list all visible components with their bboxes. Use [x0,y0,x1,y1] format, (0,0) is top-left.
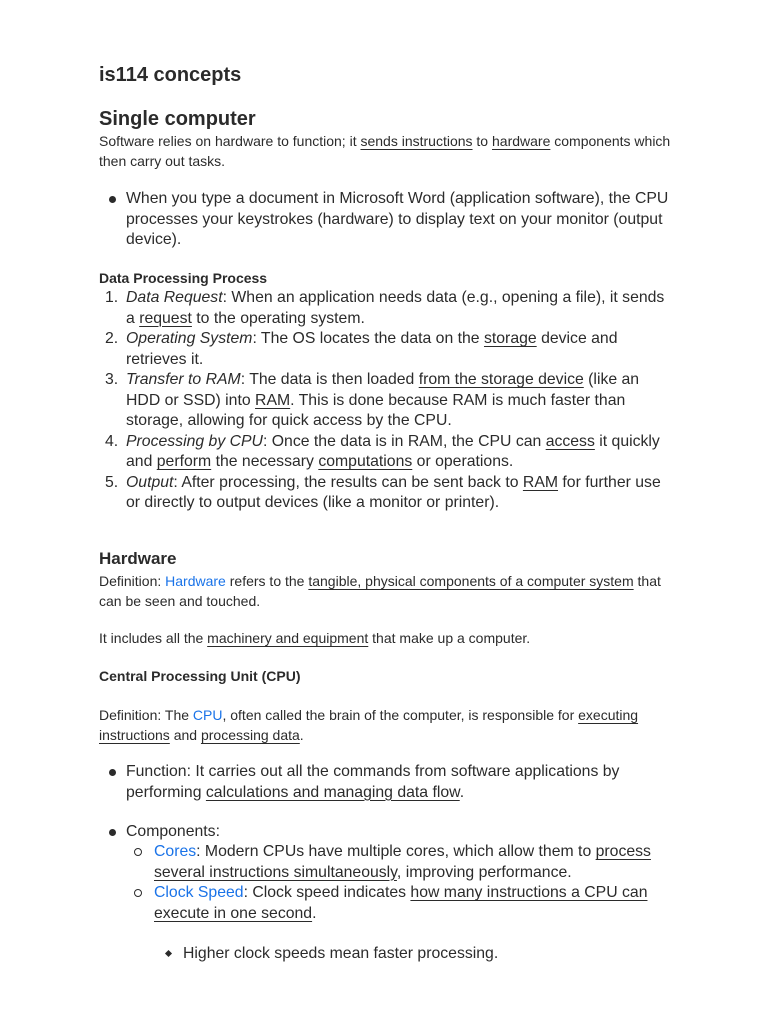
link-clock-speed[interactable]: Clock Speed [154,884,244,901]
list-item: 5. Output: After processing, the results can be sent back to RAM for further use or directly to output devices (like a monitor or printer). [105,473,661,511]
paragraph-software-relies: Software relies on hardware to function; it sends instructions to hardware components which then carry out tasks. [99,133,671,169]
bullet-list-cpu-function [99,762,674,803]
numbered-list-processing-steps [99,288,674,514]
link-cores[interactable]: Cores [154,843,197,860]
link-cpu[interactable]: CPU [192,707,223,723]
underlined-sends-instructions: sends instructions [360,133,473,149]
sub-list-components [99,842,674,924]
list-item: 2. Operating System: The OS locates the data on the storage device and retrieves it. [105,330,618,368]
underlined-how-many-instructions: how many instructions a CPU can execute in one second [154,884,648,922]
list-item: 4. Processing by CPU: Once the data is in RAM, the CPU can access it quickly and perform the necessary computations or operations. [105,432,660,470]
underlined-tangible-components: tangible, physical components of a computer system [308,573,634,589]
list-item: 3. Transfer to RAM: The data is then loaded from the storage device (like an HDD or SSD) into RAM. This is done because RAM is much faster than storage, allowing for quick access by the CPU. [105,371,640,429]
underlined-machinery: machinery and equipment [207,630,369,646]
bullet-diamond-icon [165,950,172,957]
sub-sub-list-clock [99,944,674,965]
underlined-ram: RAM [255,391,291,409]
heading-cpu: Central Processing Unit (CPU) [99,668,301,684]
bullet-list-word-example [99,189,674,251]
underlined-computations: computations [318,453,413,470]
underlined-request: request [139,309,192,327]
list-item: Cores: Modern CPUs have multiple cores, which allow them to process several instructions simultaneously, improving performance. [99,842,674,883]
underlined-executing-instructions: executing instructions [99,707,639,743]
paragraph-cpu-definition: Definition: The CPU, often called the brain of the computer, is responsible for executing instructions and processing data. [99,707,639,743]
bullet-dot-icon [109,829,116,836]
underlined-perform: perform [156,453,212,470]
bullet-list-cpu-components [99,822,674,843]
bullet-circle-icon [134,889,142,897]
underlined-from-storage-device: from the storage device [418,371,584,388]
underlined-hardware: hardware [492,133,551,149]
paragraph-hardware-definition: Definition: Hardware refers to the tangible, physical components of a computer system that can be seen and touched. [99,573,661,609]
underlined-calculations: calculations and managing data flow [205,783,460,801]
underlined-processing-data: processing data [200,726,300,743]
bullet-dot-icon [109,769,116,776]
bullet-dot-icon [109,196,116,203]
underlined-process-several: process several instructions simultaneously [154,843,651,881]
heading-data-processing: Data Processing Process [99,270,268,286]
heading-single-computer: Single computer [99,108,256,130]
list-item: Components: [99,822,674,843]
underlined-access: access [545,432,595,450]
list-item: When you type a document in Microsoft Word (application software), the CPU processes your keystrokes (hardware) to display text on your monitor (output device). [99,189,674,251]
link-hardware[interactable]: Hardware [165,573,226,589]
list-item: 1. Data Request: When an application needs data (e.g., opening a file), it sends a request to the operating system. [105,289,665,327]
underlined-ram-output: RAM [522,473,559,491]
list-item: Higher clock speeds mean faster processing. [99,944,674,965]
heading-hardware: Hardware [99,549,177,568]
underlined-storage: storage [483,330,537,347]
document-title: is114 concepts [99,64,242,86]
bullet-circle-icon [134,848,142,856]
list-item: Clock Speed: Clock speed indicates how many instructions a CPU can execute in one second. [99,883,674,924]
list-item: Function: It carries out all the commands from software applications by performing calculations and managing data flow. [99,762,674,803]
paragraph-hardware-includes: It includes all the machinery and equipment that make up a computer. [99,630,531,646]
